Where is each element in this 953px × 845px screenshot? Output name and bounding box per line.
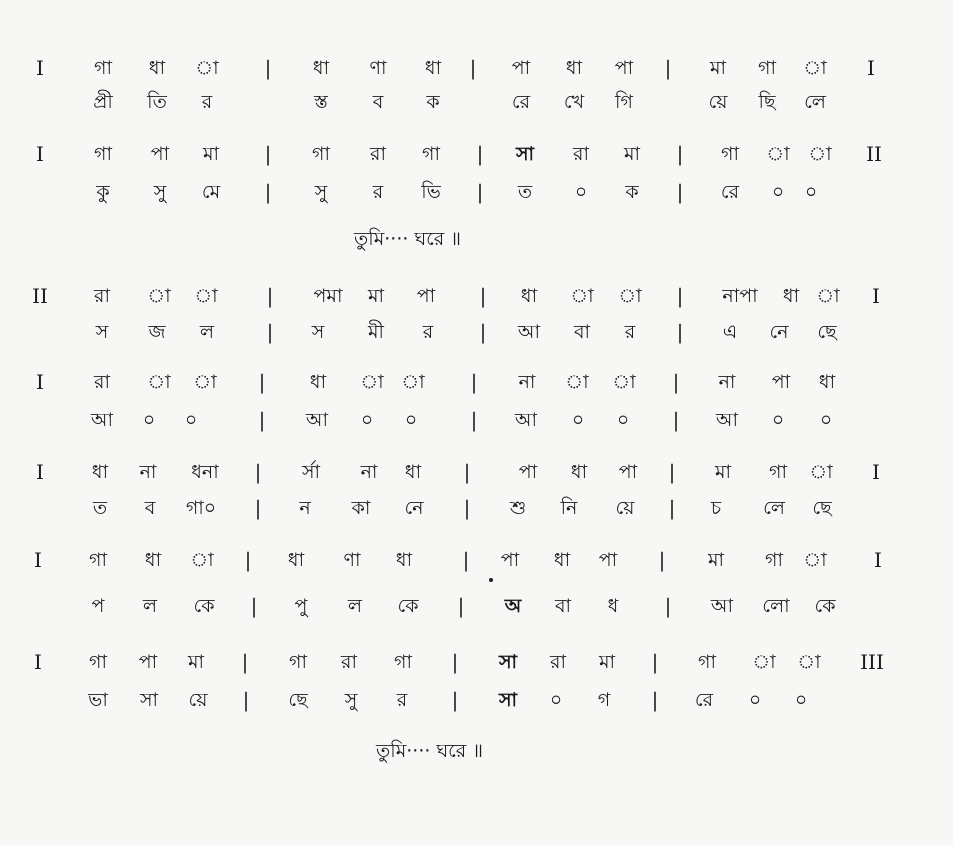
swara-note: পা	[416, 285, 436, 307]
lyric-row	[0, 88, 953, 120]
swara-note: া	[809, 461, 833, 483]
lyric-row	[0, 178, 953, 210]
bar-line: II	[866, 142, 882, 166]
refrain-text: তুমি···· ঘরে ॥	[376, 740, 484, 762]
swara-row	[0, 54, 953, 86]
lyric-syllable: আ	[710, 595, 734, 617]
lyric-syllable: ০	[571, 409, 585, 431]
lyric-syllable: ০	[574, 181, 588, 203]
bar-line: |	[676, 180, 684, 204]
swara-note: া	[194, 285, 218, 307]
lyric-syllable: ব	[372, 91, 384, 113]
swara-note: গা	[94, 57, 112, 79]
bar-line: I	[872, 460, 880, 484]
swara-note: রা	[370, 143, 386, 165]
bar-line: I	[36, 56, 44, 80]
lyric-syllable: র	[422, 321, 434, 343]
swara-note: সা	[498, 651, 518, 673]
swara-note: না	[360, 461, 378, 483]
lyric-syllable: ০	[771, 181, 785, 203]
bar-line: |	[264, 142, 272, 166]
swara-note: মা	[367, 285, 385, 307]
swara-note: ধা	[287, 549, 305, 571]
bar-line: |	[241, 650, 249, 674]
swara-note: া	[808, 143, 832, 165]
swara-note: া	[360, 371, 384, 393]
lyric-syllable: য়ে	[615, 497, 635, 519]
bar-line: |	[479, 284, 487, 308]
lyric-syllable: ০	[549, 689, 563, 711]
swara-note: পা	[150, 143, 170, 165]
lyric-syllable: মে	[201, 181, 221, 203]
bar-line: |	[676, 320, 684, 344]
lyric-row	[0, 406, 953, 438]
swara-note: পা	[518, 461, 538, 483]
swara-note: মা	[202, 143, 220, 165]
bar-line: |	[664, 56, 672, 80]
lyric-row	[0, 318, 953, 350]
swara-note: া	[803, 549, 827, 571]
bar-line: |	[651, 650, 659, 674]
bar-line: I	[34, 650, 42, 674]
bar-line: |	[651, 688, 659, 712]
lyric-syllable: ০	[142, 409, 156, 431]
swara-row	[0, 368, 953, 400]
swara-note: গা	[721, 143, 739, 165]
refrain-text: তুমি···· ঘরে ॥	[354, 228, 462, 250]
lyric-syllable: মী	[368, 321, 384, 343]
lyric-syllable: স	[311, 321, 325, 343]
bar-line: I	[36, 142, 44, 166]
bar-line: I	[872, 284, 880, 308]
swara-note: ধা	[395, 549, 413, 571]
lyric-syllable: ০	[616, 409, 630, 431]
swara-note: গা	[394, 651, 412, 673]
swara-note: া	[565, 371, 589, 393]
lyric-syllable: লে	[804, 91, 826, 113]
swara-row	[0, 648, 953, 680]
swara-row	[0, 546, 953, 578]
bar-line: |	[676, 284, 684, 308]
lyric-syllable: অ	[504, 595, 522, 617]
swara-row	[0, 458, 953, 490]
swara-note: া	[816, 285, 840, 307]
lyric-syllable: ন	[299, 497, 311, 519]
swara-note: গা	[89, 549, 107, 571]
bar-line: |	[462, 548, 470, 572]
lyric-row	[0, 494, 953, 526]
bar-line: |	[672, 408, 680, 432]
lyric-syllable: য়ে	[708, 91, 728, 113]
swara-note: রা	[94, 371, 110, 393]
bar-line: |	[479, 320, 487, 344]
lyric-syllable: প	[91, 595, 105, 617]
swara-note: ধা	[553, 549, 571, 571]
lyric-syllable: ব	[144, 497, 156, 519]
swara-note: না	[718, 371, 736, 393]
lyric-syllable: কে	[397, 595, 419, 617]
swara-note: ধা	[148, 57, 166, 79]
bar-line: |	[457, 594, 465, 618]
swara-note: রা	[573, 143, 589, 165]
swara-note: সা	[515, 143, 535, 165]
lyric-syllable: বা	[573, 321, 591, 343]
bar-line: |	[254, 460, 262, 484]
bar-line: |	[244, 548, 252, 572]
lyric-syllable: ধ	[607, 595, 619, 617]
lyric-syllable: তি	[147, 91, 167, 113]
swara-note: ধা	[312, 57, 330, 79]
swara-note: গা	[312, 143, 330, 165]
swara-note: না	[518, 371, 536, 393]
lyric-row	[0, 592, 953, 624]
swara-note: পা	[614, 57, 634, 79]
swara-note: পা	[138, 651, 158, 673]
swara-note: ধা	[570, 461, 588, 483]
swara-note: পা	[618, 461, 638, 483]
lyric-syllable: কু	[96, 181, 110, 203]
lyric-syllable: সা	[139, 689, 159, 711]
bar-line: |	[672, 370, 680, 394]
swara-note: রা	[94, 285, 110, 307]
lyric-syllable: ০	[794, 689, 808, 711]
swara-note: ণা	[343, 549, 361, 571]
lyric-syllable: লো	[762, 595, 790, 617]
lyric-syllable: গি	[615, 91, 633, 113]
bar-line: |	[250, 594, 258, 618]
bar-line: |	[258, 370, 266, 394]
swara-row	[0, 140, 953, 172]
lyric-syllable: ছি	[758, 91, 776, 113]
lyric-syllable: র	[372, 181, 384, 203]
lyric-syllable: ছে	[288, 689, 308, 711]
lyric-syllable: স	[95, 321, 109, 343]
bar-line: I	[34, 548, 42, 572]
bar-line: |	[668, 460, 676, 484]
swara-note: া	[190, 549, 214, 571]
bar-line: |	[668, 496, 676, 520]
lyric-syllable: এ	[722, 321, 738, 343]
lyric-row	[0, 686, 953, 718]
swara-note: ধা	[520, 285, 538, 307]
bar-line: |	[258, 408, 266, 432]
lyric-syllable: লে	[763, 497, 785, 519]
swara-note: না	[139, 461, 157, 483]
swara-note: ধা	[565, 57, 583, 79]
lyric-syllable: আ	[90, 409, 114, 431]
bar-line: |	[463, 496, 471, 520]
bar-line: I	[874, 548, 882, 572]
swara-note: পা	[598, 549, 618, 571]
lyric-syllable: ০	[771, 409, 785, 431]
lyric-syllable: আ	[514, 409, 538, 431]
lyric-syllable: ০	[360, 409, 374, 431]
swara-note: া	[193, 371, 217, 393]
lyric-syllable: ভি	[421, 181, 441, 203]
lyric-syllable: নে	[769, 321, 789, 343]
bar-line: I	[36, 460, 44, 484]
lyric-syllable: ক	[426, 91, 440, 113]
swara-note: মা	[707, 549, 725, 571]
swara-note: া	[147, 285, 171, 307]
bar-line: |	[266, 320, 274, 344]
bar-line: II	[32, 284, 48, 308]
bar-line: |	[451, 650, 459, 674]
lyric-syllable: চ	[710, 497, 722, 519]
lyric-syllable: য়ে	[188, 689, 208, 711]
swara-note: গা	[698, 651, 716, 673]
lyric-syllable: সু	[314, 181, 328, 203]
lyric-syllable: আ	[715, 409, 739, 431]
swara-note: ধনা	[191, 461, 219, 483]
lyric-syllable: রে	[720, 181, 740, 203]
swara-note: া	[401, 371, 425, 393]
swara-note: ণা	[369, 57, 387, 79]
swara-note: া	[612, 371, 636, 393]
swara-note: া	[195, 57, 219, 79]
lyric-syllable: আ	[517, 321, 541, 343]
swara-note: নাপা	[722, 285, 758, 307]
swara-note: া	[766, 143, 790, 165]
swara-note: মা	[709, 57, 727, 79]
swara-note: া	[752, 651, 776, 673]
lyric-syllable: জ	[148, 321, 166, 343]
swara-note: মা	[623, 143, 641, 165]
bar-line: |	[254, 496, 262, 520]
swara-note: পা	[500, 549, 520, 571]
lyric-syllable: ল	[199, 321, 215, 343]
swara-note: া	[147, 371, 171, 393]
bar-line: I	[867, 56, 875, 80]
lyric-syllable: নি	[560, 497, 578, 519]
lyric-syllable: ত	[92, 497, 108, 519]
lyric-syllable: শু	[509, 497, 527, 519]
swara-note: গা	[758, 57, 776, 79]
lyric-syllable: গ	[597, 689, 611, 711]
bar-line: |	[242, 688, 250, 712]
swara-note: গা	[94, 143, 112, 165]
bar-line: |	[476, 180, 484, 204]
swara-note: ধা	[144, 549, 162, 571]
swara-note: া	[570, 285, 594, 307]
swara-note: ধা	[818, 371, 836, 393]
swara-note: গা	[289, 651, 307, 673]
lyric-syllable: র	[201, 91, 213, 113]
bar-line: |	[266, 284, 274, 308]
lyric-syllable: কে	[193, 595, 215, 617]
swara-note: া	[797, 651, 821, 673]
bar-line: |	[476, 142, 484, 166]
swara-note: পা	[771, 371, 791, 393]
lyric-syllable: ল	[142, 595, 158, 617]
swara-note: রা	[341, 651, 357, 673]
swara-note: গা	[769, 461, 787, 483]
bar-line: |	[470, 370, 478, 394]
lyric-syllable: ক	[625, 181, 639, 203]
bar-line: |	[470, 408, 478, 432]
lyric-syllable: গা০	[185, 497, 217, 519]
lyric-syllable: সু	[153, 181, 167, 203]
swara-row	[0, 282, 953, 314]
lyric-syllable: ০	[819, 409, 833, 431]
lyric-syllable: ত	[517, 181, 533, 203]
lyric-syllable: কা	[351, 497, 371, 519]
lyric-syllable: বা	[554, 595, 572, 617]
lyric-syllable: স্ত	[314, 91, 328, 113]
lyric-syllable: ০	[748, 689, 762, 711]
lyric-syllable: র	[624, 321, 636, 343]
lyric-syllable: সু	[344, 689, 358, 711]
swara-note: পা	[511, 57, 531, 79]
lyric-syllable: আ	[305, 409, 329, 431]
bar-line: |	[463, 460, 471, 484]
lyric-syllable: ছে	[817, 321, 837, 343]
lyric-syllable: ০	[804, 181, 818, 203]
lyric-syllable: কে	[814, 595, 836, 617]
bar-line: |	[469, 56, 477, 80]
bar-line: III	[860, 650, 884, 674]
swara-note: রা	[550, 651, 566, 673]
swara-note: ধা	[782, 285, 800, 307]
swara-note: গা	[422, 143, 440, 165]
swara-note: ধা	[424, 57, 442, 79]
lyric-syllable: নে	[404, 497, 424, 519]
bar-line: |	[451, 688, 459, 712]
lyric-syllable: ভা	[88, 689, 108, 711]
bar-line: |	[664, 594, 672, 618]
swara-note: পমা	[313, 285, 343, 307]
swara-note: মা	[598, 651, 616, 673]
bar-line: |	[264, 180, 272, 204]
lyric-syllable: সা	[498, 689, 518, 711]
swara-note: র্সা	[301, 461, 321, 483]
print-speck	[489, 578, 493, 582]
lyric-syllable: খে	[563, 91, 585, 113]
swara-note: গা	[89, 651, 107, 673]
lyric-syllable: রে	[511, 91, 531, 113]
swara-note: মা	[187, 651, 205, 673]
swara-note: ধা	[91, 461, 109, 483]
swara-note: া	[618, 285, 642, 307]
bar-line: I	[36, 370, 44, 394]
swara-note: ধা	[404, 461, 422, 483]
bar-line: |	[264, 56, 272, 80]
lyric-syllable: রে	[694, 689, 714, 711]
lyric-syllable: ল	[347, 595, 363, 617]
lyric-syllable: ০	[184, 409, 198, 431]
swara-note: া	[803, 57, 827, 79]
lyric-syllable: প্রী	[93, 91, 113, 113]
bar-line: |	[658, 548, 666, 572]
bar-line: |	[676, 142, 684, 166]
lyric-syllable: ছে	[812, 497, 832, 519]
swara-note: ধা	[309, 371, 327, 393]
lyric-syllable: ০	[404, 409, 418, 431]
lyric-syllable: পু	[294, 595, 308, 617]
swara-note: গা	[765, 549, 783, 571]
swara-note: মা	[714, 461, 732, 483]
lyric-syllable: র	[396, 689, 408, 711]
